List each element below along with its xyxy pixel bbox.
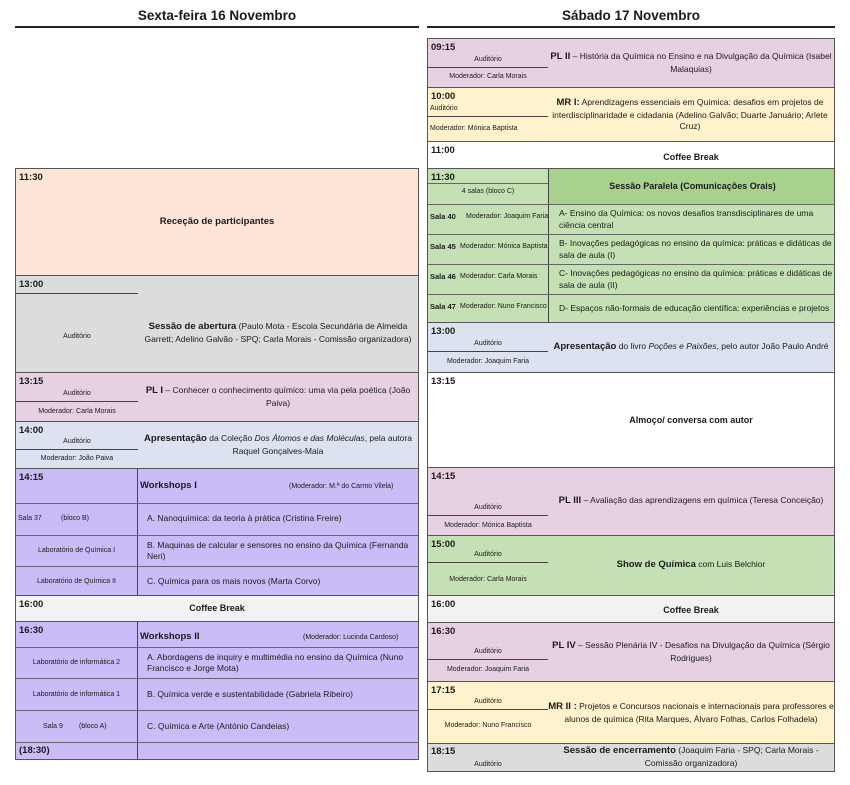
moderator-label: Moderador: Carla Morais (449, 73, 527, 80)
parallel-room: Sala 46 (430, 272, 456, 281)
parallel-room: Sala 47 (430, 302, 456, 311)
row-divider (428, 183, 548, 184)
room-underline (16, 449, 138, 450)
workshop-item: A. Nanoquímica: da teoria à prática (Cristina Freire) (147, 513, 342, 524)
parallel-item: C- Inovações pedagógicas no ensino da química: práticas e didáticas de sala de aula (II) (559, 268, 833, 290)
time-label: 18:15 (431, 746, 456, 757)
time-label: 14:15 (19, 472, 44, 483)
parallel-moderator: Moderador: Mónica Baptista (460, 243, 548, 250)
room-underline (16, 401, 138, 402)
column-divider (137, 622, 138, 760)
mr2-description (548, 684, 834, 743)
coffee-break-block (427, 141, 835, 169)
workshops2-moderator: (Moderador: Lucinda Cardoso) (303, 634, 399, 641)
moderator-label: Moderador: Joaquim Faria (446, 666, 530, 673)
room-underline (428, 659, 548, 660)
parallel-room: Sala 40 (430, 212, 456, 221)
workshop-room: Laboratório de Química I (37, 547, 116, 555)
time-underline (16, 293, 138, 294)
room-label: Auditório (430, 105, 458, 112)
mr1-text: Aprendizagens essenciais em Química: desafios em projetos de interdisciplinaridade e cidadania (Adelino Galvão; Duarte Januário; Arlete Cruz) (552, 97, 828, 132)
friday-header: Sexta-feira 16 Novembro (137, 8, 297, 23)
room-label: Auditório (474, 761, 502, 768)
friday-column (15, 168, 419, 760)
parallel-item: D- Espaços não-formais de educação científica: experiências e projetos (559, 303, 830, 314)
pl4-description (548, 623, 834, 681)
show-title: Show de Química (616, 559, 696, 571)
room-label: Auditório (474, 551, 502, 558)
pl3-description (548, 468, 834, 535)
coffee-break-title: Coffee Break (663, 151, 719, 162)
room-underline (428, 562, 548, 563)
workshop-room: Laboratório de informática 2 (32, 659, 121, 667)
rooms-note: 4 salas (bloco C) (461, 188, 515, 195)
parallel-moderator: Moderador: Carla Morais (460, 273, 538, 280)
moderator-label: Moderador: Mónica Baptista (430, 125, 518, 132)
presentation-block (15, 421, 419, 469)
book-title: Apresentação (553, 341, 617, 353)
pl1-block (15, 372, 419, 422)
lunch-block (427, 372, 835, 468)
presentation-italic: Dos Átomos e das Moléculas (254, 432, 365, 443)
closing-block (427, 743, 835, 772)
lunch-title: Almoço/ conversa com autor (629, 414, 753, 425)
mr2-text: Projetos e Concursos nacionais e internacionais para professores e alunos de química (Rita Marques, Álvaro Folhas, Carlos Folhadela) (564, 701, 834, 725)
time-label: 11:30 (431, 172, 455, 183)
book-italic: Poções e Paixões (648, 341, 717, 352)
room-label: Auditório (474, 340, 502, 347)
coffee-break-block (15, 595, 419, 622)
pl1-title: PL I (145, 384, 164, 396)
closing-text: (Joaquim Faria - SPQ; Carla Morais - Comissão organizadora) (644, 745, 819, 769)
moderator-label: Moderador: Mónica Baptista (444, 522, 532, 529)
pl3-text: – Avaliação das aprendizagens em química (Teresa Conceição) (581, 495, 824, 506)
room-label: Auditório (63, 390, 91, 397)
workshop-room: Sala 37 (18, 515, 42, 522)
parallel-item: A- Ensino da Química: os novos desafios transdisciplinares de uma ciência central (559, 208, 814, 230)
room-label: Auditório (474, 504, 502, 511)
workshops1-block (15, 468, 419, 596)
presentation-description (138, 422, 418, 468)
time-label: 13:15 (431, 376, 456, 387)
saturday-column (427, 38, 835, 772)
pl4-text: – Sessão Plenária IV - Desafios na Divulgação da Química (Sérgio Rodrigues) (575, 639, 830, 663)
parallel-session-block (427, 168, 835, 323)
closing-title: Sessão de encerramento (563, 745, 676, 757)
parallel-room: Sala 45 (430, 242, 456, 251)
friday-header-rule (15, 26, 419, 28)
mr2-block (427, 681, 835, 744)
workshops2-block (15, 621, 419, 760)
time-label: 17:15 (431, 685, 456, 696)
mr1-description (548, 90, 832, 140)
pl1-description (138, 373, 418, 421)
workshop-item: A. Abordagens de inquiry e multimédia no ensino da Química (Nuno Francisco e Jorge Mota) (147, 651, 404, 673)
workshop-item: C. Química para os mais novos (Marta Corvo) (147, 575, 321, 586)
pl2-title: PL II (550, 50, 571, 62)
workshops2-title: Workshops II (140, 631, 200, 642)
room-label: Auditório (474, 56, 502, 63)
mr1-title: MR I: (556, 97, 580, 109)
pl2-block (427, 38, 835, 88)
parallel-moderator: Moderador: Joaquim Faria (466, 213, 549, 220)
room-label: Auditório (63, 438, 91, 445)
moderator-label: Moderador: Nuno Francisco (444, 722, 532, 729)
reception-block (15, 168, 419, 276)
moderator-label: Moderador: Joaquim Faria (446, 358, 530, 365)
time-label: 13:00 (431, 326, 456, 337)
show-block (427, 535, 835, 596)
room-label: Auditório (474, 698, 502, 705)
workshop-room: Laboratório de Química II (37, 577, 116, 585)
room-label: Auditório (474, 648, 502, 655)
pl2-description (548, 39, 834, 87)
workshop-room: Laboratório de informática 1 (32, 690, 121, 698)
time-label: 11:30 (19, 172, 43, 183)
time-label: 14:00 (19, 425, 44, 436)
workshop-item: B. Química verde e sustentabilidade (Gabriela Ribeiro) (147, 688, 353, 699)
show-description (548, 536, 834, 595)
book-presentation-block (427, 322, 835, 373)
moderator-label: Moderador: Carla Morais (38, 408, 116, 415)
workshop-room-extra: (bloco B) (61, 515, 90, 522)
opening-text: (Paulo Mota - Escola Secundária de Almeida Garrett; Adelino Galvão - SPQ; Carla Morais - Comissão organizadora) (144, 320, 412, 344)
book-description (548, 323, 834, 372)
workshop-room: Sala 9 (43, 723, 63, 730)
pl4-block (427, 622, 835, 682)
room-underline (428, 116, 548, 117)
workshop-item: C. Química e Arte (António Candeias) (147, 720, 290, 731)
room-label: Auditório (63, 333, 91, 340)
time-label: 13:15 (19, 376, 44, 387)
pl4-title: PL IV (552, 639, 576, 651)
time-label: 09:15 (431, 42, 456, 53)
room-underline (428, 351, 548, 352)
time-label: 14:15 (431, 471, 456, 482)
book-text-a: do livro (616, 341, 649, 352)
saturday-header: Sábado 17 Novembro (561, 8, 701, 23)
opening-session-block (15, 275, 419, 373)
time-label: 16:00 (431, 599, 456, 610)
book-text-b: , pelo autor João Paulo André (716, 341, 829, 352)
coffee-break-block (427, 595, 835, 623)
time-label: 16:00 (19, 599, 44, 610)
coffee-break-title: Coffee Break (189, 603, 245, 614)
saturday-header-rule (427, 26, 835, 28)
mr1-block (427, 87, 835, 142)
moderator-label: Moderador: Carla Morais (449, 576, 527, 583)
workshops1-moderator: (Moderador: M.ª do Carmo Vilela) (289, 483, 394, 490)
room-underline (428, 709, 548, 710)
reception-title: Receção de participantes (159, 215, 275, 227)
row-divider (16, 742, 419, 743)
pl3-block (427, 467, 835, 536)
pl2-text: – História da Química no Ensino e na Divulgação da Química (Isabel Malaquias) (570, 50, 832, 74)
workshop-item: B. Maquinas de calcular e sensores no ensino da Química (Fernanda Neri) (147, 539, 409, 561)
end-time-label: (18:30) (19, 745, 50, 756)
presentation-title: Apresentação (144, 432, 207, 444)
presentation-text-b: , pela autora Raquel Gonçalves-Maia (232, 432, 412, 456)
closing-description (548, 744, 834, 771)
time-label: 16:30 (19, 625, 44, 636)
parallel-item: B- Inovações pedagógicas no ensino da química: práticas e didáticas de sala de aula (I) (559, 238, 832, 260)
opening-description (140, 294, 416, 372)
time-label: 16:30 (431, 626, 456, 637)
time-label: 15:00 (431, 539, 456, 550)
presentation-text-a: da Coleção (206, 432, 255, 443)
room-underline (428, 515, 548, 516)
time-label: 10:00 (431, 91, 456, 102)
time-label: 11:00 (431, 145, 455, 156)
time-label: 13:00 (19, 279, 44, 290)
mr2-title: MR II : (548, 701, 577, 713)
pl3-title: PL III (558, 495, 582, 507)
parallel-title: Sessão Paralela (Comunicações Orais) (609, 181, 776, 192)
opening-title: Sessão de abertura (148, 320, 237, 332)
parallel-moderator: Moderador: Nuno Francisco (460, 303, 547, 310)
moderator-label: Moderador: João Paiva (40, 455, 114, 462)
workshop-room-extra: (bloco A) (79, 723, 107, 730)
show-text: com Luis Belchior (695, 559, 766, 570)
workshops1-title: Workshops I (140, 480, 197, 491)
pl1-text: – Conhecer o conhecimento químico: uma via pela poética (João Paiva) (163, 384, 411, 408)
coffee-break-title: Coffee Break (663, 604, 719, 615)
room-underline (428, 67, 548, 68)
column-divider (137, 469, 138, 596)
